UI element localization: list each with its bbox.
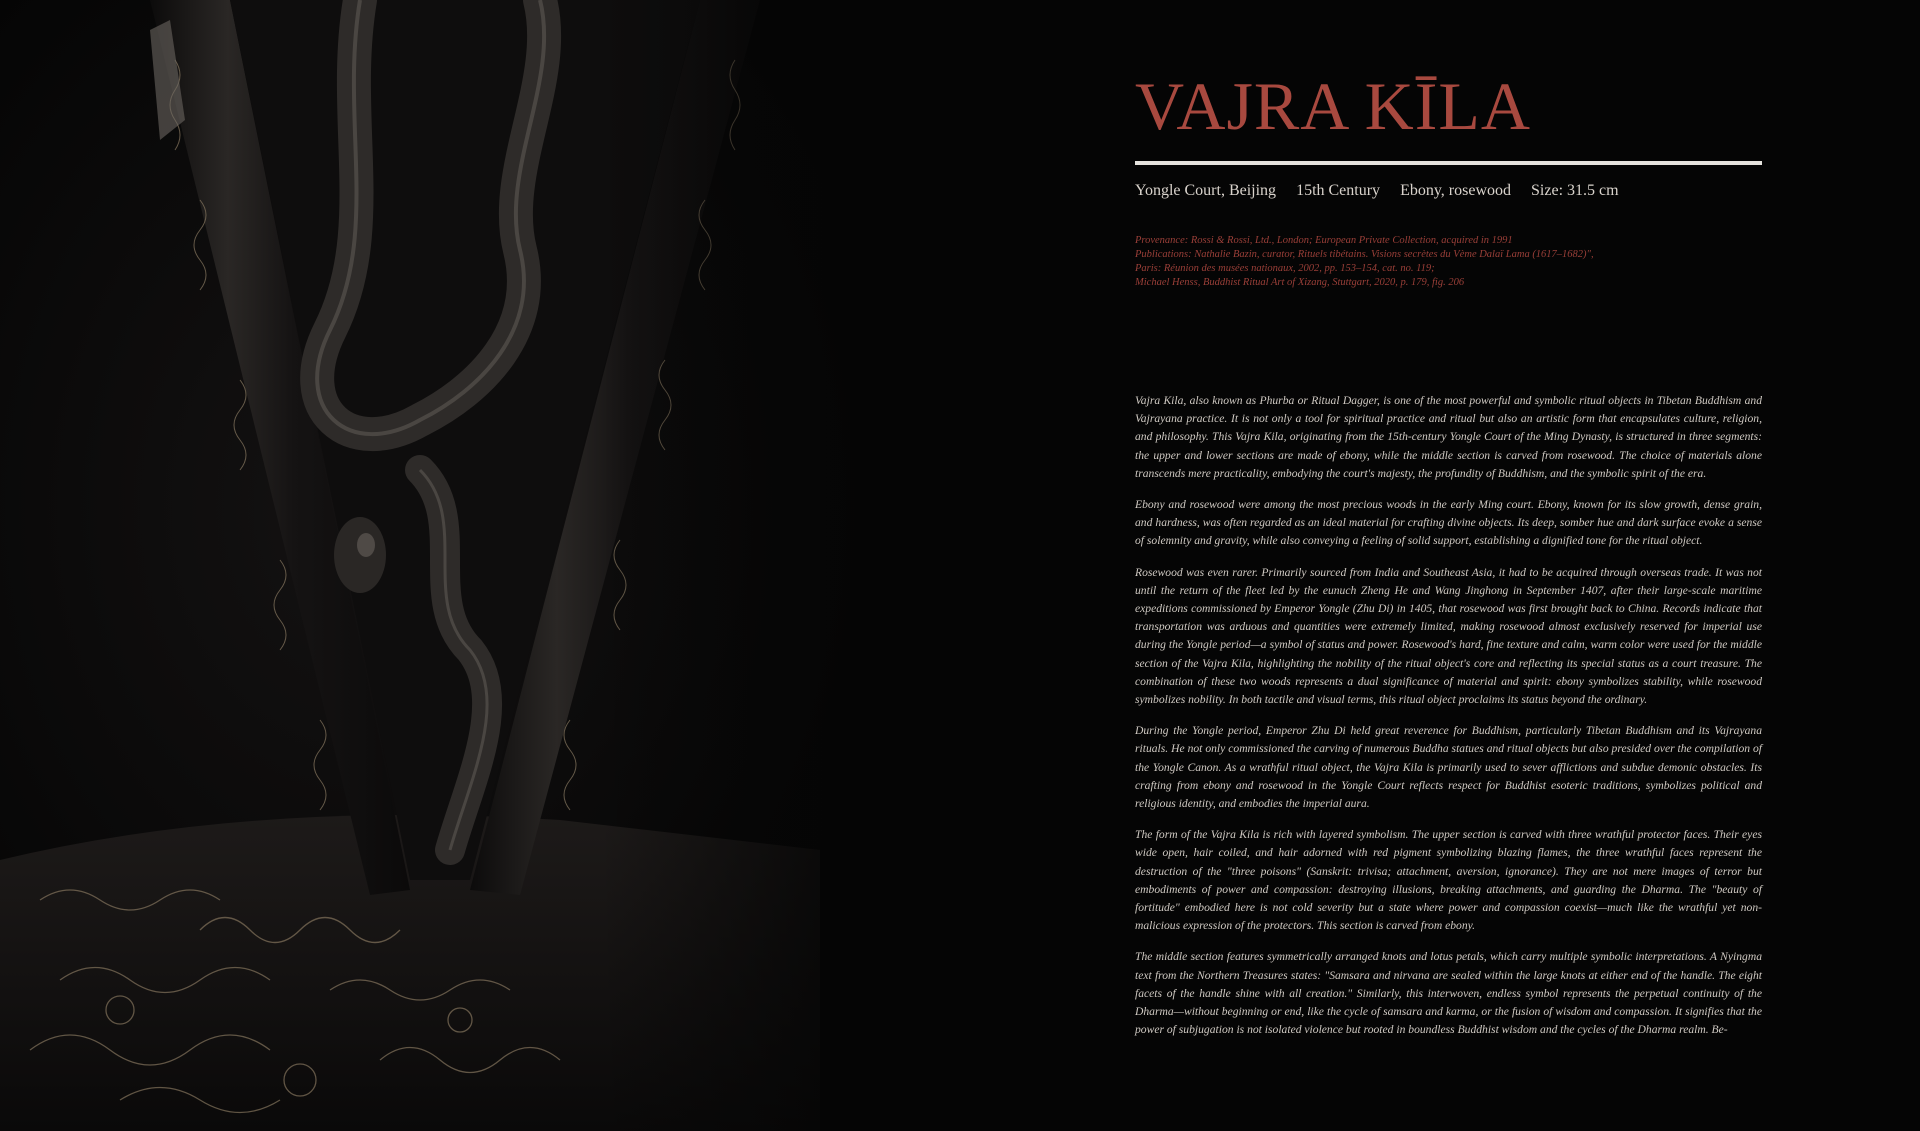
meta-period: 15th Century bbox=[1296, 182, 1381, 199]
body-paragraph: The form of the Vajra Kila is rich with layered symbolism. The upper section is carved with three wrathful protector faces. Their eyes wide open, hair coiled, and hair adorned with red pigment symbolizing blazing flames, the three wrathful faces represent the destruction of the "three poisons" (Sanskrit: trivisa; attachment, aversion, ignorance). They are not mere images of terror but embodiments of power and compassion: destroying illusions, breaking attachments, and guarding the Dharma. The "beauty of fortitude" embodied here is not cold severity but a state where power and compassion coexist—much like the wrathful yet non-malicious expression of the protectors. This section is carved from ebony. bbox=[1135, 828, 1762, 933]
artwork-meta bbox=[1135, 182, 1619, 200]
artwork-photo bbox=[0, 0, 900, 1131]
publications-line: Paris: Réunion des musées nationaux, 2002, pp. 153–154, cat. no. 119; bbox=[1135, 263, 1435, 274]
body-paragraph: Ebony and rosewood were among the most precious woods in the early Ming court. Ebony, known for its slow growth, dense grain, and hardness, was often regarded as an ideal material for crafting divine objects. Its deep, somber hue and dark surface evoke a sense of solemnity and gravity, while also conveying a feeling of solid support, establishing a dignified tone for the ritual object. bbox=[1135, 498, 1762, 548]
publications-line: Michael Henss, Buddhist Ritual Art of Xizang, Stuttgart, 2020, p. 179, fig. 206 bbox=[1135, 277, 1465, 288]
body-paragraph: The middle section features symmetrically arranged knots and lotus petals, which carry multiple symbolic interpretations. A Nyingma text from the Northern Treasures states: "Samsara and nirvana are sealed within the large knots at either end of the handle. The eight facets of the handle shine with all creation." Similarly, this interwoven, endless symbol represents the perpetual continuity of the Dharma—without beginning or end, like the cycle of samsara and karma, or the fusion of wisdom and compassion. It signifies that the power of subjugation is not isolated violence but rooted in boundless Buddhist wisdom and the cycles of the Dharma realm. Be- bbox=[1135, 950, 1762, 1037]
body-text bbox=[1135, 392, 1762, 1053]
meta-size: Size: 31.5 cm bbox=[1531, 182, 1619, 199]
body-paragraph: Vajra Kila, also known as Phurba or Ritual Dagger, is one of the most powerful and symbolic ritual objects in Tibetan Buddhism and Vajrayana practice. It is not only a tool for spiritual practice and ritual but also an artistic form that encapsulates culture, religion, and philosophy. This Vajra Kila, originating from the 15th-century Yongle Court of the Ming Dynasty, is structured in three segments: the upper and lower sections are made of ebony, while the middle section is carved from rosewood. The choice of materials alone transcends mere practicality, embodying the court's majesty, the profundity of Buddhism, and the symbolic spirit of the era. bbox=[1135, 394, 1762, 480]
provenance-line: Provenance: Rossi & Rossi, Ltd., London; European Private Collection, acquired in 1991 bbox=[1135, 235, 1513, 246]
meta-origin: Yongle Court, Beijing bbox=[1135, 182, 1277, 199]
text-column bbox=[1135, 0, 1762, 1131]
page-title: VAJRA KĪLA bbox=[1135, 68, 1532, 144]
provenance-block bbox=[1135, 234, 1762, 290]
body-paragraph: Rosewood was even rarer. Primarily sourced from India and Southeast Asia, it had to be acquired through overseas trade. It was not until the return of the fleet led by the eunuch Zheng He and Wang Jinghong in September 1407, after their large-scale maritime expeditions commissioned by Emperor Yongle (Zhu Di) in 1405, that rosewood was first brought back to China. Records indicate that transportation was arduous and quantities were extremely limited, making rosewood almost exclusively reserved for imperial use during the Yongle period—a symbol of status and power. Rosewood's hard, fine texture and calm, warm color were used for the middle section of the Vajra Kila, highlighting the nobility of the ritual object's core and reflecting its special status as a court treasure. The combination of these two woods represents a dual significance of material and spirit: ebony symbolizes stability, while rosewood symbolizes nobility. In both tactile and visual terms, this ritual object proclaims its status beyond the ordinary. bbox=[1135, 565, 1762, 707]
meta-material: Ebony, rosewood bbox=[1400, 182, 1512, 199]
title-divider bbox=[1135, 161, 1762, 165]
body-paragraph: During the Yongle period, Emperor Zhu Di held great reverence for Buddhism, particularly Tibetan Buddhism and its Vajrayana rituals. He not only commissioned the carving of numerous Buddha statues and ritual objects but also presided over the compilation of the Yongle Canon. As a wrathful ritual object, the Vajra Kila is primarily used to sever afflictions and subdue demonic obstacles. Its crafting from ebony and rosewood in the Yongle Court reflects respect for Buddhist esoteric traditions, symbolizes political and religious identity, and embodies the imperial aura. bbox=[1135, 724, 1762, 811]
publications-line: Publications: Nathalie Bazin, curator, Rituels tibétains. Visions secrètes du Vème Dalaï Lama (1617–1682)", bbox=[1135, 249, 1594, 260]
